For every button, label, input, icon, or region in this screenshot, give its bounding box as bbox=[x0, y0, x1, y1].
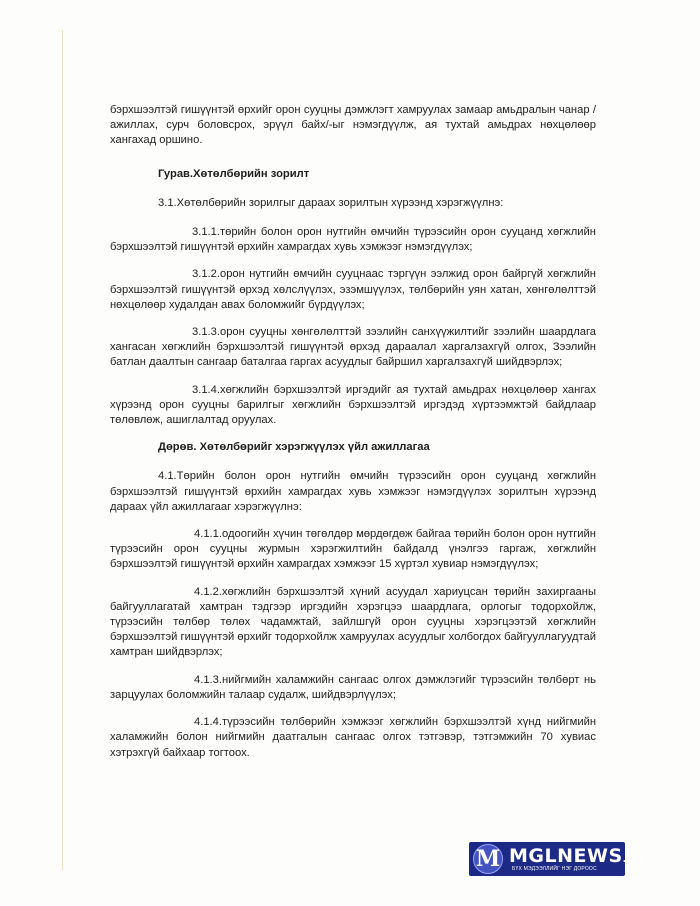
page-edge-line bbox=[62, 30, 63, 870]
mglnews-watermark-logo bbox=[469, 842, 645, 876]
section-heading-4: Дөрөв. Хөтөлбөрийг хэрэгжүүлэх үйл ажиллагаа bbox=[158, 441, 430, 454]
paragraph-3-1-3: 3.1.3.орон сууцны хөнгөлөлттэй зээлийн санхүүжилтийг зээлийн шаардлага хангасан хөгжлийн бэрхшээлтэй гишүүнтэй өрхэд дараалал харгалзахгүй олгох, Зээлийн батлан даалтын сангаар баталгаа гаргах асуудлыг байршил харгалзахгүй шийдвэрлэх; bbox=[110, 326, 596, 369]
logo-tagline: БҮХ МЭДЭЭЛЛИЙГ НЭГ ДОРООС bbox=[512, 866, 597, 872]
paragraph-4-1-3: 4.1.3.нийгмийн халамжийн сангаас олгох дэмжлэгийг түрээсийн төлбөрт нь зарцуулах боломжийн талаар судалж, шийдвэрлүүлэх; bbox=[110, 673, 596, 701]
section-heading-3: Гурав.Хөтөлбөрийн зорилт bbox=[158, 167, 310, 180]
paragraph-4-1-1: 4.1.1.одоогийн хүчин төгөлдөр мөрдөгдөж байгаа төрийн болон орон нутгийн түрээсийн орон сууцны журмын хэрэгжилтийн байдалд үнэлгээ гаргаж, хөгжлийн бэрхшээлтэй гишүүнтэй өрхийн хамрагдах хэмжээг 15 хүртэл хувиар нэмэгдүүлэх; bbox=[110, 528, 596, 571]
paragraph-4-1-4: 4.1.4.түрээсийн төлбөрийн хэмжээг хөгжлийн бэрхшээлтэй хүнд нийгмийн халамжийн болон нийгмийн даатгалын сангаас олгох тэтгэвэр, тэтгэмжийн 70 хувиас хэтрэхгүй байхаар тогтоох. bbox=[110, 716, 596, 759]
logo-name: MGLNEWS bbox=[509, 845, 623, 867]
paragraph-4-1-2: 4.1.2.хөгжлийн бэрхшээлтэй хүний асуудал хариуцсан төрийн захиргааны байгууллагатай хамтран тэдгээр иргэдийн хэрэгцээ шаардлага, орлогыг тодорхойлж, түрээсийн төлбөр төлөх чадамжтай, зайлшгүй орон сууцны хэрэгцээтэй хөгжлийн бэрхшээлтэй гишүүнтэй өрхийг тодорхойлж хамруулах асуудлыг холбогдох байгууллагуудтай хамтран шийдвэрлэх; bbox=[110, 585, 596, 659]
paragraph-3-1-2: 3.1.2.орон нутгийн өмчийн сууцнаас тэргүүн ээлжид орон байргүй хөгжлийн бэрхшээлтэй гишүүнтэй өрхэд хөлслүүлэх, эзэмшүүлэх, төлбөрийн уян хатан, хөнгөлөлттэй нөхцөлөөр худалдан авах боломжийг бүрдүүлэх; bbox=[110, 268, 596, 311]
paragraph-3-1-1: 3.1.1.төрийн болон орон нутгийн өмчийн түрээсийн орон сууцанд хөгжлийн бэрхшээлтэй гишүүнтэй өрхийн хамрагдах хувь хэмжээг нэмэгдүүлэх; bbox=[110, 226, 596, 254]
logo-emblem: M bbox=[473, 844, 503, 874]
intro-paragraph: бэрхшээлтэй гишүүнтэй өрхийг орон сууцны дэмжлэгт хамруулах замаар амьдралын чанар /ажиллах, сурч боловсрох, эрүүл байх/-ыг нэмэгдүүлж, ая тухтай амьдрах нөхцөлөөр хангахад оршино. bbox=[110, 104, 596, 147]
document-body bbox=[110, 103, 596, 773]
logo-suffix: .MN bbox=[622, 854, 645, 865]
paragraph-4-1: 4.1.Төрийн болон орон нутгийн өмчийн түрээсийн орон сууцанд хөгжлийн бэрхшээлтэй гишүүнтэй өрхийн хамрагдах хувь хэмжээг нэмэгдүүлэх зорилтын хүрээнд дараах үйл ажиллагааг хэрэгжүүлнэ: bbox=[110, 470, 596, 513]
paragraph-3-1-4: 3.1.4.хөгжлийн бэрхшээлтэй иргэдийг ая тухтай амьдрах нөхцөлөөр хангах хүрээнд орон сууцны барилгыг хөгжлийн бэрхшээлтэй иргэдэд хүртээмжтэй байдлаар төлөвлөж, ашиглалтад оруулах. bbox=[110, 383, 596, 427]
paragraph-3-1: 3.1.Хөтөлбөрийн зорилгыг дараах зорилтын хүрээнд хэрэгжүүлнэ: bbox=[158, 196, 504, 209]
